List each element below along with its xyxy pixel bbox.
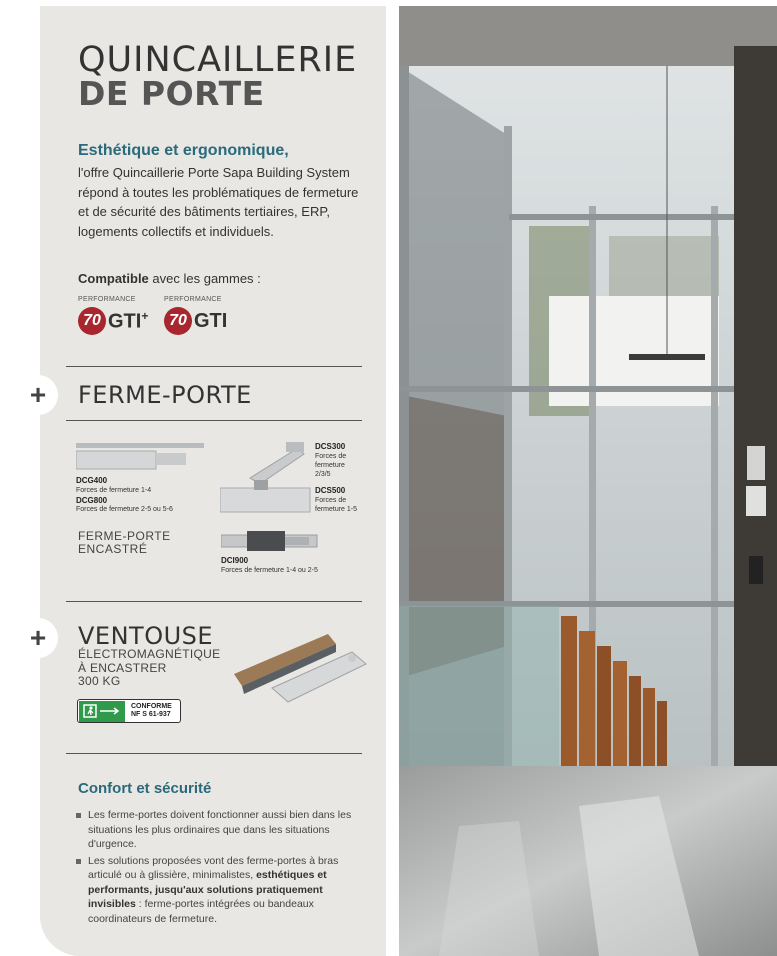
product-dcs500: DCS500 bbox=[315, 486, 346, 495]
section-title-ferme-porte: FERME-PORTE bbox=[78, 381, 252, 409]
confort-bullet-list bbox=[74, 808, 364, 928]
product-dcg800-desc: Forces de fermeture 2-5 ou 5-6 bbox=[76, 506, 173, 513]
gamme-number-badge: 70 bbox=[164, 307, 192, 335]
section-title-ventouse: VENTOUSE bbox=[78, 622, 214, 650]
product-dcg400: DCG400 bbox=[76, 476, 108, 485]
list-item: Les ferme-portes doivent fonctionner aussi bien dans les situations les plus ordinaires que dans les situations d'urgence. bbox=[74, 808, 364, 852]
product-dcs300: DCS300 bbox=[315, 442, 346, 451]
divider bbox=[66, 366, 362, 367]
ventouse-subtitle bbox=[78, 648, 220, 689]
conformity-badge bbox=[77, 699, 181, 723]
badge-line1: CONFORME bbox=[131, 703, 172, 710]
gamme-perf-label: PERFORMANCE bbox=[78, 296, 136, 303]
gamme-logo-70gti-plus bbox=[78, 296, 148, 335]
gamme-perf-label: PERFORMANCE bbox=[164, 296, 222, 303]
door-closer-dci-image bbox=[221, 531, 319, 551]
building-interior-photo bbox=[399, 6, 777, 956]
badge-line2: NF S 61-937 bbox=[131, 711, 171, 718]
confort-title: Confort et sécurité bbox=[78, 780, 212, 797]
gamme-logo-70gti bbox=[164, 296, 227, 335]
ferme-porte-encastre-label: FERME-PORTE ENCASTRÉ bbox=[78, 529, 171, 556]
page-title-line2: DE PORTE bbox=[78, 74, 265, 113]
product-dcs500-desc: Forces de fermeture 1-5 bbox=[315, 497, 358, 513]
list-item: Les solutions proposées vont des ferme-portes à bras articulé ou à glissière, minimalistes, esthétiques et performants, jusqu'aux solutions pratiquement invisibles : ferme-portes intégrées ou bandeaux coordinateurs de fermeture. bbox=[74, 854, 364, 927]
plus-icon: + bbox=[18, 375, 58, 415]
divider bbox=[66, 420, 362, 421]
plus-icon: + bbox=[18, 618, 58, 658]
intro-subtitle: Esthétique et ergonomique, bbox=[78, 142, 289, 159]
compatible-bold: Compatible bbox=[78, 271, 149, 286]
ventouse-line1: ÉLECTROMAGNÉTIQUE bbox=[78, 647, 221, 661]
product-dci900: DCI900 bbox=[221, 556, 249, 565]
gamme-name: GTI bbox=[108, 310, 142, 333]
ventouse-line2: À ENCASTRER bbox=[78, 660, 167, 675]
product-dcg400-desc: Forces de fermeture 1-4 bbox=[76, 487, 152, 494]
gamme-number-badge: 70 bbox=[78, 307, 106, 335]
door-closer-dcg-image bbox=[76, 441, 206, 473]
compatible-rest: avec les gammes : bbox=[148, 271, 261, 286]
exit-sign-icon bbox=[79, 701, 125, 722]
door-closer-dcs-image bbox=[220, 440, 312, 514]
product-dcg800: DCG800 bbox=[76, 496, 108, 505]
product-dcs300-desc: Forces de fermeture 2/3/5 bbox=[315, 453, 347, 478]
divider bbox=[66, 601, 362, 602]
ventouse-line3: 300 KG bbox=[78, 674, 121, 688]
gamme-suffix: + bbox=[141, 308, 149, 323]
compatible-line bbox=[78, 271, 261, 286]
intro-text: l'offre Quincaillerie Porte Sapa Building System répond à toutes les problématiques de fermeture et de sécurité des bâtiments tertiaires, ERP, logements collectifs et individuels. bbox=[78, 165, 359, 239]
electromagnet-image bbox=[232, 622, 368, 704]
product-dci900-desc: Forces de fermeture 1-4 ou 2-5 bbox=[221, 567, 318, 574]
gamme-name: GTI bbox=[194, 309, 228, 332]
page-title-line1: QUINCAILLERIE bbox=[78, 40, 358, 80]
divider bbox=[66, 753, 362, 754]
